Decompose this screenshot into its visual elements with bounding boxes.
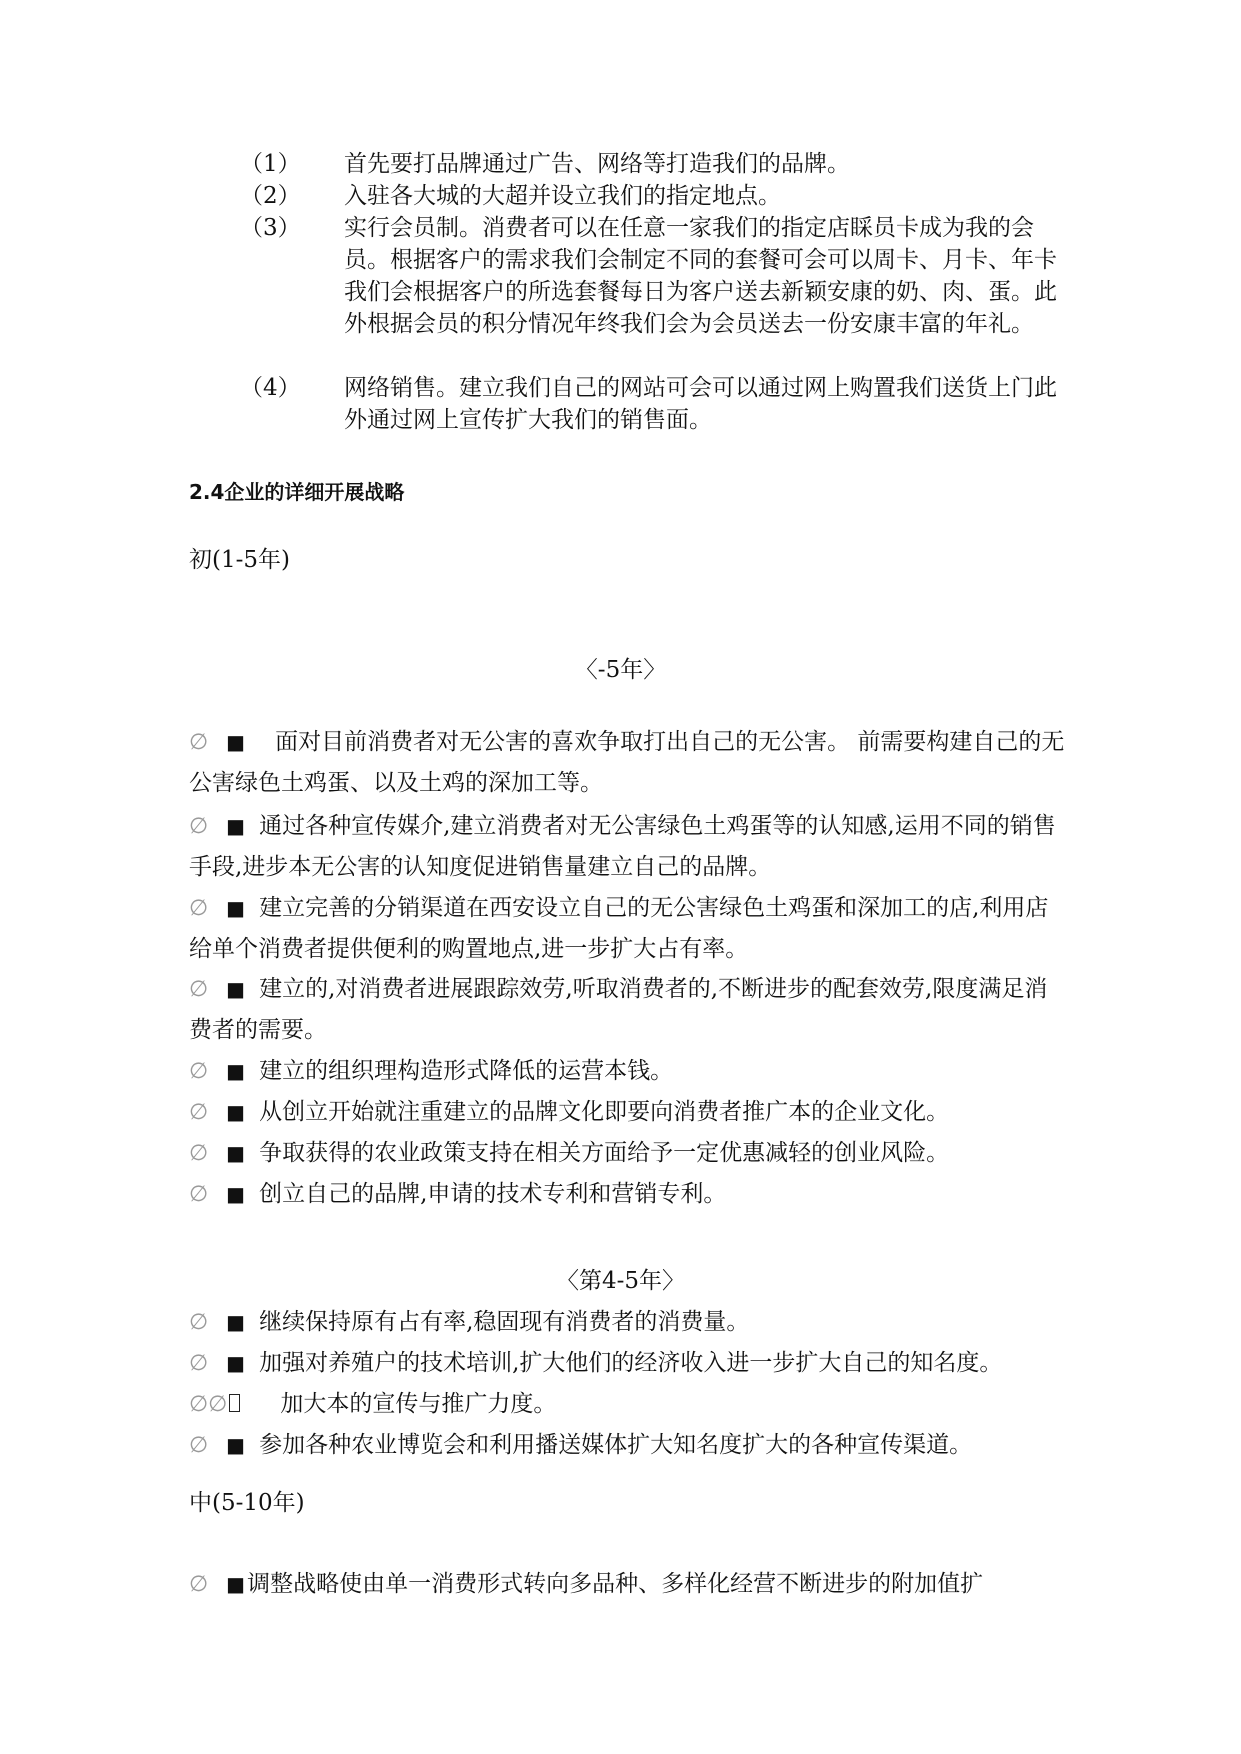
square-bullet-icon: ■ <box>226 1433 246 1457</box>
item-number: （4） <box>240 375 301 401</box>
bullet-item <box>189 969 1069 1050</box>
bullet-text: 继续保持原有占有率,稳固现有消费者的消费量。 <box>259 1309 750 1335</box>
bullet-item <box>189 1092 1069 1133</box>
empty-set-icon: ∅ <box>189 1141 209 1166</box>
bullet-text: 建立的组织理构造形式降低的运营本钱。 <box>259 1058 674 1084</box>
empty-set-icon: ∅ <box>189 1433 209 1458</box>
bullet-item <box>189 1302 1069 1343</box>
item-number: （1） <box>240 151 301 177</box>
bullet-item <box>189 722 1069 803</box>
item-text: 网络销售。建立我们自己的网站可会可以通过网上购置我们送货上门此外通过网上宣传扩大我们的销售面。 <box>344 375 1057 433</box>
square-bullet-icon: ■ <box>226 977 246 1001</box>
empty-set-icon: ∅ <box>189 1572 209 1597</box>
bullet-text: 参加各种农业博览会和利用播送媒体扩大知名度扩大的各种宣传渠道。 <box>259 1432 973 1458</box>
bullet-item <box>189 888 1069 969</box>
bullet-text: 创立自己的品牌,申请的技术专利和营销专利。 <box>259 1181 727 1207</box>
bullet-item <box>189 1384 1069 1425</box>
item-number: （3） <box>240 215 301 241</box>
item-number: （2） <box>240 183 301 209</box>
bullet-item <box>189 1343 1069 1384</box>
empty-set-icon: ∅ <box>189 814 209 839</box>
bullet-item <box>189 1174 1069 1215</box>
bullet-text: 建立完善的分销渠道在西安设立自己的无公害绿色土鸡蛋和深加工的店,利用店给单个消费者提供便利的购置地点,进一步扩大占有率。 <box>189 895 1049 962</box>
square-bullet-icon: ■ <box>226 1351 246 1375</box>
numbered-item-2 <box>240 180 1060 212</box>
square-bullet-icon: ■ <box>226 730 246 754</box>
bullet-text: 加强对养殖户的技术培训,扩大他们的经济收入进一步扩大自己的知名度。 <box>259 1350 1003 1376</box>
numbered-item-1 <box>240 148 1060 180</box>
square-bullet-icon: ■ <box>226 1059 246 1083</box>
square-bullet-icon: ■ <box>226 814 246 838</box>
square-bullet-icon: ■ <box>226 1572 246 1596</box>
empty-set-icon: ∅ <box>189 1100 209 1125</box>
bullet-text: 调整战略使由单一消费形式转向多品种、多样化经营不断进步的附加值扩 <box>247 1571 984 1597</box>
missing-glyph-icon <box>229 1394 240 1412</box>
numbered-item-3 <box>240 212 1060 340</box>
bullet-item <box>189 1133 1069 1174</box>
empty-set-icon: ∅ <box>208 1392 228 1417</box>
item-text: 实行会员制。消费者可以在任意一家我们的指定店睬员卡成为我的会员。根据客户的需求我们会制定不同的套餐可会可以周卡、月卡、年卡我们会根据客户的所选套餐每日为客户送去新颖安康的奶、肉、蛋。此外根据会员的积分情况年终我们会为会员送去一份安康丰富的年礼。 <box>344 215 1057 337</box>
empty-set-icon: ∅ <box>189 1059 209 1084</box>
empty-set-icon: ∅ <box>189 1310 209 1335</box>
bullet-item <box>189 1425 1069 1466</box>
phase-label-early: 初(1-5年) <box>189 547 290 573</box>
square-bullet-icon: ■ <box>226 896 246 920</box>
bullet-text: 从创立开始就注重建立的品牌文化即要向消费者推广本的企业文化。 <box>259 1099 950 1125</box>
section-heading: 2.4企业的详细开展战略 <box>189 480 405 504</box>
phase-label-mid: 中(5-10年) <box>189 1490 305 1516</box>
subsection-title-1: 〈-5年〉 <box>574 657 667 683</box>
square-bullet-icon: ■ <box>226 1141 246 1165</box>
numbered-item-4 <box>240 372 1060 436</box>
empty-set-icon: ∅ <box>189 1392 209 1417</box>
square-bullet-icon: ■ <box>226 1100 246 1124</box>
item-text: 首先要打品牌通过广告、网络等打造我们的品牌。 <box>344 151 850 177</box>
item-text: 入驻各大城的大超并设立我们的指定地点。 <box>344 183 781 209</box>
bullet-item <box>189 1564 1069 1605</box>
square-bullet-icon: ■ <box>226 1310 246 1334</box>
bullet-text: 建立的,对消费者进展跟踪效劳,听取消费者的,不断进步的配套效劳,限度满足消费者的需要。 <box>189 976 1048 1043</box>
bullet-text: 争取获得的农业政策支持在相关方面给予一定优惠减轻的创业风险。 <box>259 1140 950 1166</box>
empty-set-icon: ∅ <box>189 1351 209 1376</box>
empty-set-icon: ∅ <box>189 896 209 921</box>
bullet-text: 通过各种宣传媒介,建立消费者对无公害绿色土鸡蛋等的认知感,运用不同的销售手段,进步本无公害的认知度促进销售量建立自己的品牌。 <box>189 813 1056 880</box>
bullet-text: 面对目前消费者对无公害的喜欢争取打出自己的无公害。 前需要构建自己的无公害绿色土鸡蛋、以及土鸡的深加工等。 <box>189 729 1065 796</box>
bullet-item <box>189 1051 1069 1092</box>
bullet-text: 加大本的宣传与推广力度。 <box>280 1391 557 1417</box>
empty-set-icon: ∅ <box>189 1182 209 1207</box>
bullet-item <box>189 806 1069 887</box>
square-bullet-icon: ■ <box>226 1182 246 1206</box>
empty-set-icon: ∅ <box>189 730 209 755</box>
empty-set-icon: ∅ <box>189 977 209 1002</box>
subsection-title-2: 〈第4-5年〉 <box>555 1268 686 1294</box>
